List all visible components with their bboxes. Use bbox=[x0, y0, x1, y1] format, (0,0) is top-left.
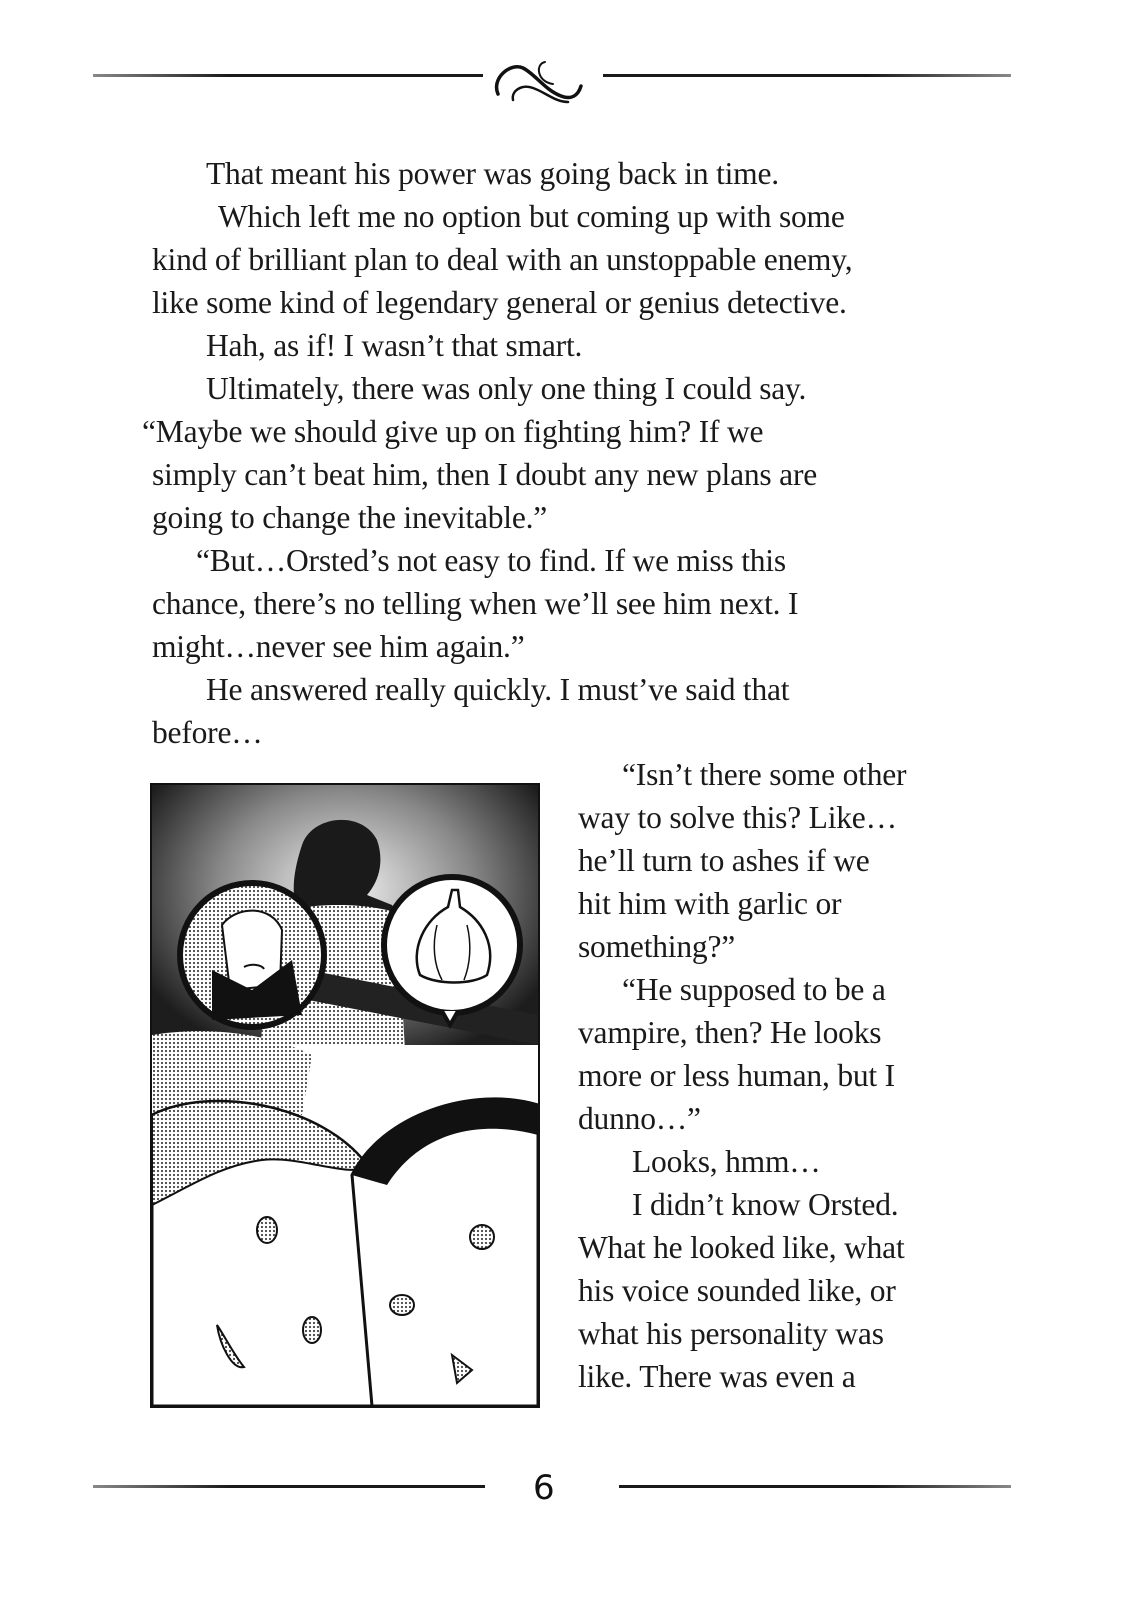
side-line: way to solve this? Like… bbox=[578, 800, 897, 835]
side-line: he’ll turn to ashes if we bbox=[578, 843, 870, 878]
body-line: Hah, as if! I wasn’t that smart. bbox=[206, 328, 583, 363]
body-line: “But…Orsted’s not easy to find. If we miss this bbox=[196, 543, 786, 578]
side-line: like. There was even a bbox=[578, 1359, 856, 1394]
side-line: what his personality was bbox=[578, 1316, 884, 1351]
flourish-icon bbox=[493, 56, 593, 106]
side-line: I didn’t know Orsted. bbox=[632, 1187, 899, 1222]
illustration-art bbox=[152, 785, 538, 1406]
header-ornament bbox=[93, 48, 1011, 108]
body-line: like some kind of legendary general or genius detective. bbox=[152, 285, 847, 320]
body-line: He answered really quickly. I must’ve said that bbox=[206, 672, 790, 707]
side-line: Looks, hmm… bbox=[632, 1144, 821, 1179]
side-line: “Isn’t there some other bbox=[622, 757, 907, 792]
side-line: vampire, then? He looks bbox=[578, 1015, 882, 1050]
body-line: That meant his power was going back in time. bbox=[206, 156, 779, 191]
body-line: “Maybe we should give up on fighting him? If we bbox=[142, 414, 764, 449]
body-line: going to change the inevitable.” bbox=[152, 500, 548, 535]
body-line: might…never see him again.” bbox=[152, 629, 525, 664]
side-line: “He supposed to be a bbox=[622, 972, 886, 1007]
footer-rule-right bbox=[619, 1485, 1011, 1488]
side-line: his voice sounded like, or bbox=[578, 1273, 896, 1308]
manga-illustration bbox=[150, 783, 540, 1408]
side-line: more or less human, but I bbox=[578, 1058, 895, 1093]
footer-rule-left bbox=[93, 1485, 485, 1488]
body-line: before… bbox=[152, 715, 263, 750]
header-rule-left bbox=[93, 74, 483, 77]
side-line: dunno…” bbox=[578, 1101, 701, 1136]
header-rule-right bbox=[603, 74, 1011, 77]
side-line: What he looked like, what bbox=[578, 1230, 905, 1265]
body-line: kind of brilliant plan to deal with an unstoppable enemy, bbox=[152, 242, 853, 277]
body-line: chance, there’s no telling when we’ll see him next. I bbox=[152, 586, 799, 621]
page-number: 6 bbox=[533, 1468, 555, 1508]
body-line: Which left me no option but coming up with some bbox=[218, 199, 845, 234]
body-line: simply can’t beat him, then I doubt any new plans are bbox=[152, 457, 818, 492]
body-line: Ultimately, there was only one thing I could say. bbox=[206, 371, 807, 406]
side-line: something?” bbox=[578, 929, 736, 964]
side-line: hit him with garlic or bbox=[578, 886, 842, 921]
